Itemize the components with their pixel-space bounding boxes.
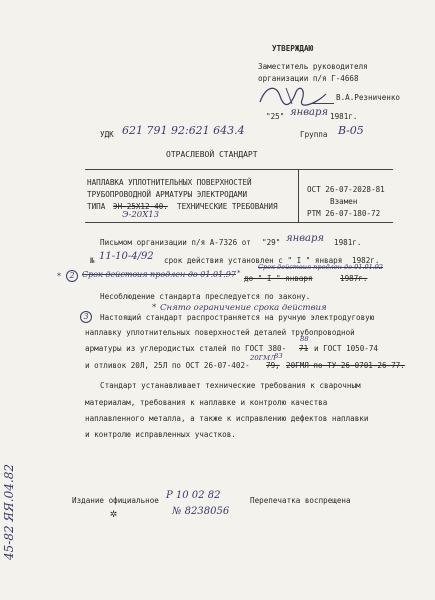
extension-struck-typed: до " I " января [244, 274, 313, 283]
letter-year: 1981г. [334, 238, 362, 247]
extension-hw-over: Срок действия продлен до 01.01.92 [258, 263, 384, 271]
para2-line4: и контролю исправленных участков. [85, 430, 236, 439]
para2-line3: наплавленного металла, а также к исправлению дефектов наплавки [85, 414, 369, 423]
para1-line4-struck2: 20ГМЛ по ТУ 26-0701-26-77. [286, 361, 405, 370]
extension-struck-hw: Срок действия продлен до 01.01.97 [82, 270, 236, 279]
standard-type: ОТРАСЛЕВОЙ СТАНДАРТ [166, 150, 258, 159]
para1-line3a: арматуры из углеродистых сталей по ГОСТ 380- [85, 344, 287, 353]
title-line3b: ТЕХНИЧЕСКИЕ ТРЕБОВАНИЯ [177, 202, 278, 211]
letter-text: Письмом организации п/я А-7326 от [100, 238, 251, 247]
title-line3a: ТИПА [87, 202, 106, 211]
letter-day: "29" [262, 238, 281, 247]
para1-line4-hw-above: 20ГМЛ [250, 354, 276, 362]
footer-official: Издание официальное [72, 496, 159, 505]
para1-line4-struck1: 79, [266, 361, 280, 370]
para1-line2: наплавку уплотнительных поверхностей деталей трубопроводной [85, 328, 355, 337]
validity-number: 11-10-4/92 [99, 251, 154, 262]
removed-limit-star: * [152, 303, 157, 313]
para1-line3-struck: 71 [299, 344, 309, 353]
extension-struck-year: 1987г. [340, 274, 368, 283]
para2-line1: Стандарт устанавливает технические требования к сварочным [100, 381, 361, 390]
extension-star2: * [237, 269, 241, 277]
udk-code: 621 791 92:621 643.4 [122, 124, 245, 137]
side-handwriting: 45-82 ЯЯ.04.82 [2, 464, 16, 560]
footer-hw-code: Р 10 02 82 [166, 490, 221, 501]
para1-mark: 3 [80, 311, 92, 323]
para1-line3b: и ГОСТ 1050-74 [314, 344, 379, 353]
title-bottom-rule [85, 222, 393, 223]
law-notice: Несоблюдение стандарта преследуется по закону. [100, 292, 311, 301]
title-line1: НАПЛАВКА УПЛОТНИТЕЛЬНЫХ ПОВЕРХНОСТЕЙ [87, 178, 252, 187]
group-label: Группа [300, 130, 328, 139]
title-line2: ТРУБОПРОВОДНОЙ АРМАТУРЫ ЭЛЕКТРОДАМИ [87, 190, 248, 199]
approval-date-year: 1981г. [330, 112, 358, 121]
para1-line4a: и отливок 20Л, 25Л по ОСТ 26-07-402- [85, 361, 250, 370]
footer-reprint: Перепечатка воспрещена [250, 496, 351, 505]
removed-limit: Снято ограничение срока действия [160, 303, 327, 313]
validity-year: 1982г. [352, 256, 380, 265]
udk-label: УДК [100, 130, 114, 139]
title-top-rule [85, 169, 393, 170]
para1-line3-hw: 88 [300, 335, 309, 343]
para1-line4-hw1: 83 [274, 352, 283, 360]
approval-heading: УТВЕРЖДАЮ [272, 44, 314, 53]
extension-star: * [57, 272, 61, 281]
validity-text: срок действия установлен с " I " января [164, 256, 343, 265]
validity-prefix: № [90, 256, 95, 265]
letter-month: января [286, 233, 325, 244]
footer-hw-number: № 8238056 [172, 506, 230, 517]
ost-replace: Взамен [330, 197, 358, 206]
para1-line1: Настоящий стандарт распространяется на ручную электродуговую [100, 313, 375, 322]
star-icon: ✲ [110, 506, 118, 520]
signature-mark [256, 82, 336, 110]
ost-number: ОСТ 26-07-2028-81 [307, 185, 385, 194]
approval-line1: Заместитель руководителя [258, 62, 368, 71]
approval-date-day: "25" [266, 112, 285, 121]
title-line3-struck: ЭН-25Х12-40. [113, 202, 168, 211]
title-divider [298, 169, 299, 222]
approval-line2: организации п/я Г-4668 [258, 74, 359, 83]
approval-date-month: января [290, 107, 329, 118]
extension-mark: 2 [66, 270, 78, 282]
ost-rtm: РТМ 26-07-180-72 [307, 209, 381, 218]
group-code: В-05 [338, 124, 364, 137]
title-hw-type: Э-20Х13 [122, 210, 160, 220]
approval-signer: В.А.Резниченко [336, 93, 401, 102]
signature-rule [312, 103, 334, 104]
para2-line2: материалам, требования к наплавке и контролю качества [85, 398, 328, 407]
